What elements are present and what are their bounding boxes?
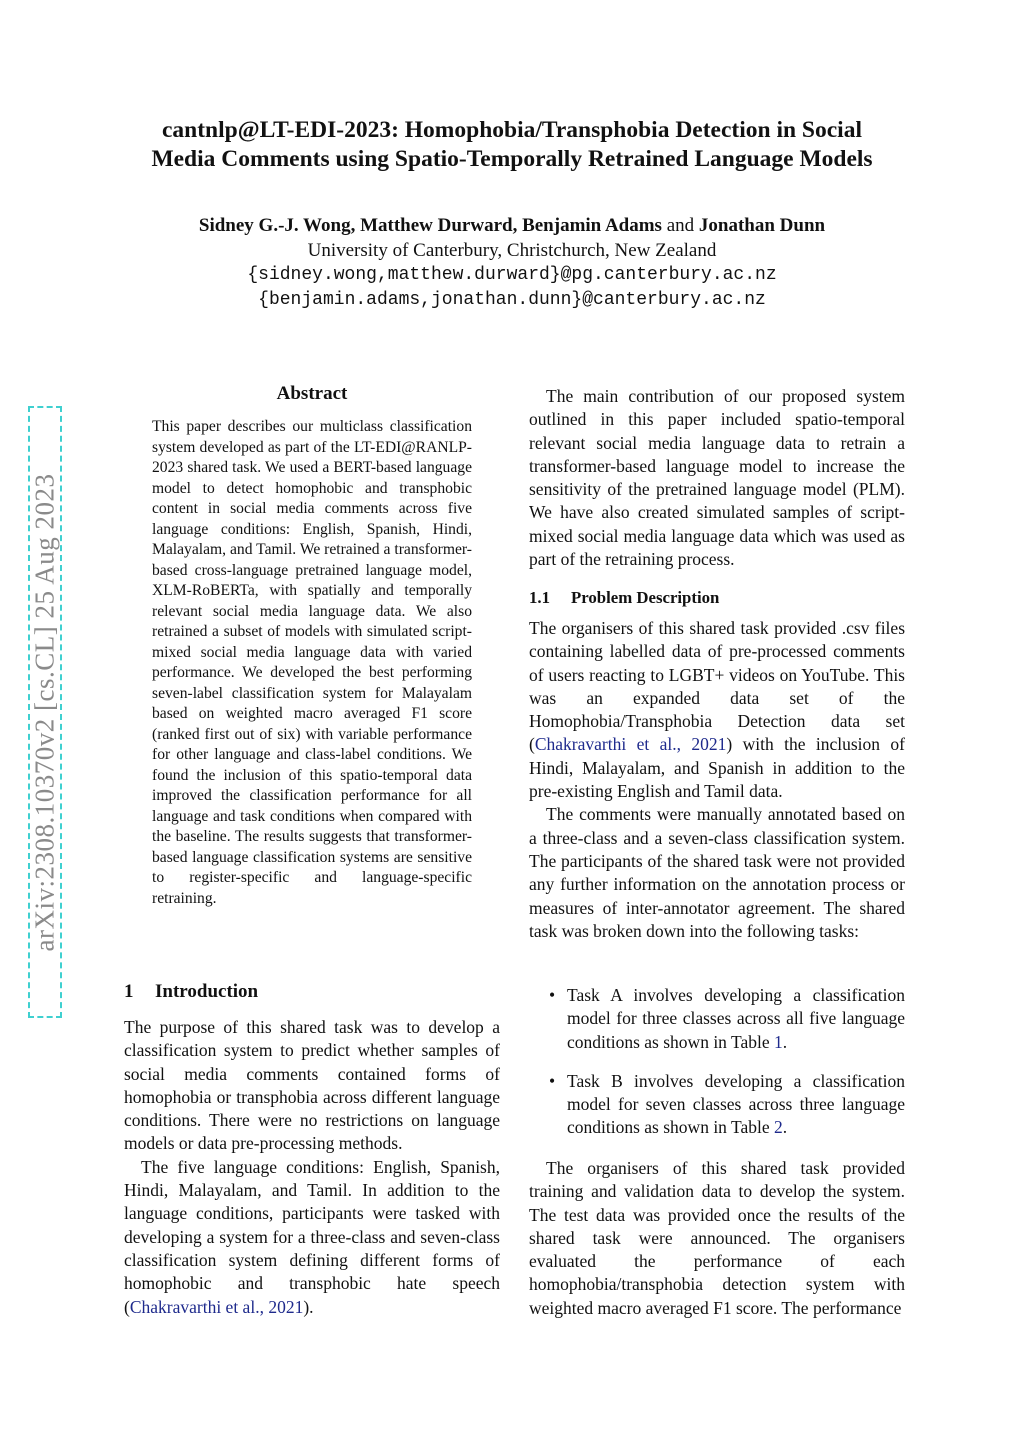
task-list xyxy=(529,984,905,1140)
evaluation-body xyxy=(529,1157,905,1320)
author-last: Jonathan Dunn xyxy=(698,215,826,236)
arxiv-stamp-text: arXiv:2308.10370v2 [cs.CL] 25 Aug 2023 xyxy=(29,473,60,951)
problem-p1-end: ) with the inclusion of Hindi, Malayalam, and Spanish in addition to the pre-existing English and Tamil data. xyxy=(529,734,905,802)
intro-body xyxy=(124,1016,500,1319)
task-a-end: . xyxy=(782,1031,788,1052)
problem-description-body xyxy=(529,617,905,943)
affiliation: University of Canterbury, Christchurch, New Zealand xyxy=(307,240,717,261)
task-b-text: Task B involves developing a classification model for seven classes across three language conditions as shown in Table xyxy=(567,1070,905,1138)
task-a-text: Task A involves developing a classification model for three classes across all five language conditions as shown in Table xyxy=(567,985,905,1052)
contribution-paragraph: The main contribution of our proposed system outlined in this paper included spatio-temporal relevant social media language data to retrain a transformer-based language model to increase the sensitivity of the pretrained language model (PLM). We have also created simulated samples of script-mixed social media language data which was used as part of the retraining process. xyxy=(529,386,905,570)
bullet-icon: • xyxy=(549,985,556,1005)
section-title: Introduction xyxy=(155,981,259,1002)
task-b-end: . xyxy=(782,1117,788,1138)
subsection-number: 1.1 xyxy=(529,588,550,607)
task-b-item xyxy=(529,1070,905,1140)
arxiv-stamp xyxy=(28,406,62,1018)
citation-link[interactable]: Chakravarthi et al., 2021 xyxy=(129,1296,304,1317)
email-line-1: {sidney.wong,matthew.durward}@pg.canterbury.ac.nz xyxy=(247,265,777,285)
problem-paragraph-1 xyxy=(529,617,905,803)
email-line-2: {benjamin.adams,jonathan.dunn}@canterbury.ac.nz xyxy=(258,290,766,310)
author-names: Sidney G.-J. Wong, Matthew Durward, Benjamin Adams xyxy=(198,215,662,236)
problem-p1-text: The organisers of this shared task provided .csv files containing labelled data of pre-processed comments of users reacting to LGBT+ videos on YouTube. This was an expanded data set of the Homophobia/Transphobia Detection data set ( xyxy=(529,618,905,755)
right-column-intro xyxy=(529,385,905,571)
subsection-problem-description-heading xyxy=(529,588,719,608)
intro-p2-text: The five language conditions: English, Spanish, Hindi, Malayalam, and Tamil. In addition to the language conditions, participants were tasked with developing a system for a three-class and seven-class classification system defining different forms of homophobic and transphobic hate speech ( xyxy=(124,1156,500,1317)
table-ref-link[interactable]: 1 xyxy=(773,1031,783,1052)
evaluation-paragraph: The organisers of this shared task provided training and validation data to develop the system. The test data was provided once the results of the shared task were announced. The organisers evaluated the performance of each homophobia/transphobia detection system with weighted macro averaged F1 score. The performance xyxy=(529,1158,905,1318)
intro-p2-end: ). xyxy=(303,1296,314,1317)
title-line-2: Media Comments using Spatio-Temporally Retrained Language Models xyxy=(151,146,873,172)
author-conjunction: and xyxy=(666,215,695,236)
section-introduction-heading xyxy=(124,981,258,1003)
section-number: 1 xyxy=(124,981,134,1002)
bullet-icon: • xyxy=(549,1070,556,1091)
paper-title xyxy=(80,116,944,174)
abstract-heading: Abstract xyxy=(276,383,348,404)
subsection-title: Problem Description xyxy=(571,588,720,607)
abstract-text: This paper describes our multiclass classification system developed as part of the LT-EDI@RANLP-2023 shared task. We used a BERT-based language model to detect homophobic and transphobic content in social media comments across five language conditions: English, Spanish, Hindi, Malayalam, and Tamil. We retrained a transformer-based cross-language pretrained language model, XLM-RoBERTa, with spatially and temporally relevant social media language data. We also retrained a subset of models with simulated script-mixed social media language data with varied performance. We developed the best performing seven-label classification system for Malayalam based on weighted macro averaged F1 score (ranked first out of six) with variable performance for other language and class-label conditions. We found the inclusion of this spatio-temporal data improved the classification performance for all language and task conditions when compared with the baseline. The results suggests that transformer-based language classification systems are sensitive to register-specific and language-specific retraining. xyxy=(152,418,472,907)
citation-link[interactable]: Chakravarthi et al., 2021 xyxy=(534,734,727,755)
task-a-item xyxy=(529,984,905,1054)
author-list xyxy=(60,213,964,238)
table-ref-link[interactable]: 2 xyxy=(773,1117,783,1138)
intro-paragraph-2 xyxy=(124,1156,500,1319)
title-line-1: cantnlp@LT-EDI-2023: Homophobia/Transphobia Detection in Social xyxy=(161,117,862,143)
problem-paragraph-2: The comments were manually annotated based on a three-class and a seven-class classification system. The participants of the shared task were not provided any further information on the annotation process or measures of inter-annotator agreement. The shared task was broken down into the following tasks: xyxy=(529,804,905,941)
intro-paragraph-1: The purpose of this shared task was to develop a classification system to predict whether samples of social media comments contained forms of homophobia or transphobia across different language conditions. There were no restrictions on language models or data pre-processing methods. xyxy=(124,1017,500,1154)
